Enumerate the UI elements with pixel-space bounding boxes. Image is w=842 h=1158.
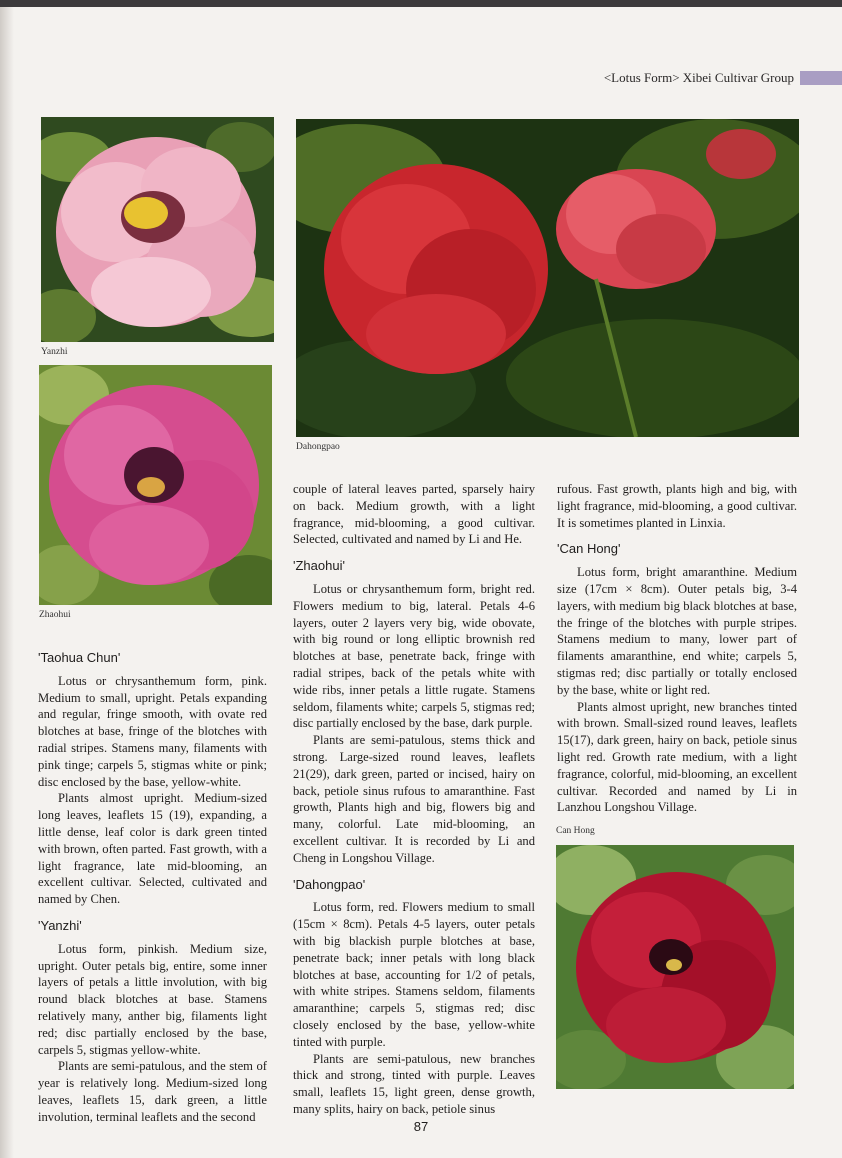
heading-dahongpao: 'Dahongpao': [293, 876, 366, 892]
caption-yanzhi: Yanzhi: [41, 347, 68, 357]
caption-dahongpao: Dahongpao: [296, 442, 340, 452]
paragraph-continued-col2: couple of lateral leaves parted, sparsely hairy on back. Medium growth, with a light fragrance, mid-blooming, a good cultivar. Selected, cultivated and named by Li and He.: [293, 482, 535, 547]
photo-yanzhi: [41, 117, 274, 342]
heading-can-hong: 'Can Hong': [557, 541, 621, 557]
top-edge-bar: [0, 0, 842, 7]
text-column-2: [293, 481, 535, 1118]
photo-dahongpao: [296, 119, 799, 437]
text-column-3: [557, 481, 797, 816]
caption-can-hong: Can Hong: [556, 826, 595, 836]
paragraph-yanzhi-2: Plants are semi-patulous, and the stem of year is relatively long. Medium-sized long leaves, leaflets 15, dark green, a little involution, terminal leaflets and the second: [38, 1059, 267, 1124]
paragraph-can-hong-1: Lotus form, bright amaranthine. Medium size (17cm × 8cm). Outer petals big, 3-4 layers, with medium big black blotches at base, the fringe of the blotches with purple stripes. Stamens medium to many, lower part of filaments amaranthine, end white; carpels 5, stigmas red; disc partially or totally enclosed by the base, white or light red.: [557, 565, 797, 697]
photo-can-hong: [556, 845, 794, 1089]
heading-taohua-chun: 'Taohua Chun': [38, 650, 121, 665]
photo-zhaohui: [39, 365, 272, 605]
paragraph-zhaohui-1: Lotus or chrysanthemum form, bright red. Flowers medium to big, lateral. Petals 4-6 layers, outer 2 layers very big, wide obovate, with big round or long elliptic brownish red blotches at base, penetrate back, fringe with radial stripes, back of the petals white with wide ribs, inner petals a little rugate. Stamens seldom, filaments white; carpels 5, stigmas red; disc partially enclosed by the base, dark purple.: [293, 581, 535, 731]
paragraph-dahongpao-1: Lotus form, red. Flowers medium to small (15cm × 8cm). Petals 4-5 layers, outer petals with big blackish purple blotches at base, penetrate back; inner petals with long black blotches at base, accounting for 1/2 of petals, with white stripes. Stamens seldom, filaments amaranthine; carpels 5, stigmas red; disc closely enclosed by the base, yellow-white tinted with purple.: [293, 900, 535, 1049]
paragraph-can-hong-2: Plants almost upright, new branches tinted with brown. Small-sized round leaves, leaflets 15(17), dark green, hairy on back, petiole sinus light red. Growth rate medium, with a light fragrance, colorful, mid-blooming, an excellent cultivar. Recorded and named by Li in Lanzhou Longshou Village.: [557, 699, 797, 815]
book-spine-shadow: [0, 7, 14, 1158]
running-header: <Lotus Form> Xibei Cultivar Group: [603, 70, 794, 85]
paragraph-taohua-chun-2: Plants almost upright. Medium-sized long leaves, leaflets 15 (19), expanding, a little dense, leaf color is dark green tinted with brown, often parted. Fast growth, with a light fragrance, late mid-blooming, an excellent cultivar. Selected, cultivated and named by Chen.: [38, 791, 267, 907]
heading-yanzhi: 'Yanzhi': [38, 917, 82, 933]
paragraph-taohua-chun-1: Lotus or chrysanthemum form, pink. Medium to small, upright. Petals expanding and regular, fringe smooth, with ovate red blotches at base, fringe of the blotches with radial stripes. Stamens many, filaments with pink tinge; carpels 5, stigmas white or pink; disc enclosed by the base, yellow-white.: [38, 673, 267, 789]
page-number: 87: [413, 1119, 429, 1134]
paragraph-yanzhi-1: Lotus form, pinkish. Medium size, upright. Outer petals big, entire, some inner layers of petals a little involution, with big round black blotches at base. Stamens relatively many, anther big, filaments light red; disc partially enclosed by the base, carpels 5, stigmas yellow-white.: [38, 941, 267, 1057]
section-tab: [800, 71, 842, 85]
paragraph-zhaohui-2: Plants are semi-patulous, stems thick and strong. Large-sized round leaves, leaflets 21(29), dark green, parted or incised, hairy on back, petiole sinus rufous to amaranthine. Fast growth, Plants high and big, flowers big and many, colorful. Late mid-blooming, an excellent cultivar. It is recorded by Li and Cheng in Longshou Village.: [293, 733, 535, 865]
caption-zhaohui: Zhaohui: [39, 610, 71, 620]
paragraph-continued-col3: rufous. Fast growth, plants high and big, with light fragrance, mid-blooming, a good cultivar. It is sometimes planted in Linxia.: [557, 482, 797, 530]
text-column-1: [38, 650, 267, 1126]
heading-zhaohui: 'Zhaohui': [293, 558, 345, 574]
paragraph-dahongpao-2: Plants are semi-patulous, new branches thick and strong, tinted with purple. Leaves small, leaflets 15, light green, dense growth, many splits, hairy on back, petiole sinus: [293, 1051, 535, 1116]
